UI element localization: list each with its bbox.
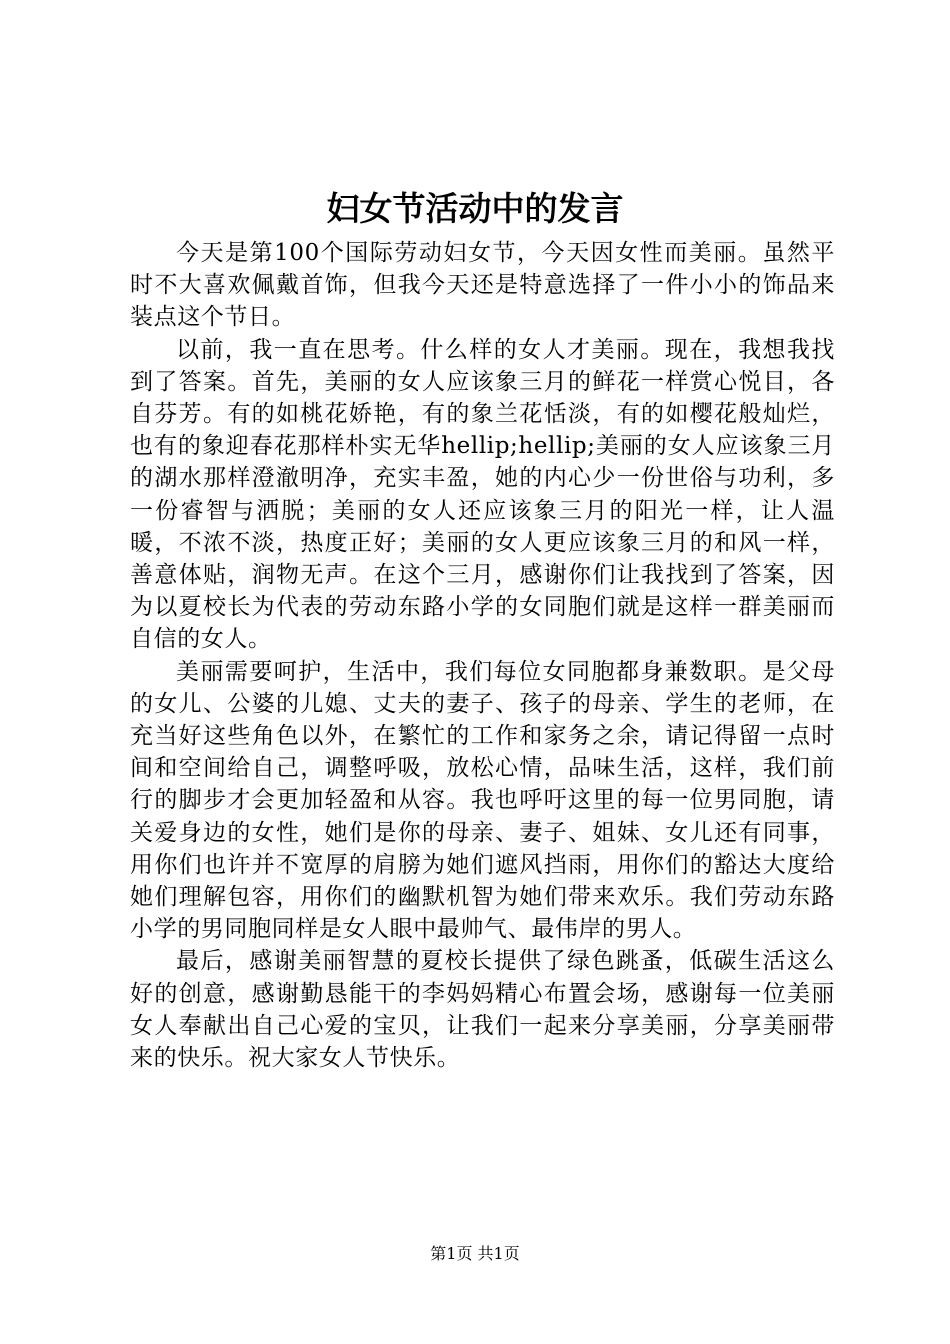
document-body	[130, 237, 835, 1074]
paragraph-4: 最后，感谢美丽智慧的夏校长提供了绿色跳蚤，低碳生活这么好的创意，感谢勤恳能干的李妈妈精心布置会场，感谢每一位美丽女人奉献出自己心爱的宝贝，让我们一起来分享美丽，分享美丽带来的快乐。祝大家女人节快乐。	[130, 948, 835, 1072]
document-title: 妇女节活动中的发言	[326, 189, 624, 228]
paragraph-1: 今天是第100个国际劳动妇女节，今天因女性而美丽。虽然平时不大喜欢佩戴首饰，但我今天还是特意选择了一件小小的饰品来装点这个节日。	[130, 240, 835, 331]
paragraph-3: 美丽需要呵护，生活中，我们每位女同胞都身兼数职。是父母的女儿、公婆的儿媳、丈夫的妻子、孩子的母亲、学生的老师，在充当好这些角色以外，在繁忙的工作和家务之余，请记得留一点时间和空间给自己，调整呼吸，放松心情，品味生活，这样，我们前行的脚步才会更加轻盈和从容。我也呼吁这里的每一位男同胞，请关爱身边的女性，她们是你的母亲、妻子、姐妹、女儿还有同事，用你们也许并不宽厚的肩膀为她们遮风挡雨，用你们的豁达大度给她们理解包容，用你们的幽默机智为她们带来欢乐。我们劳动东路小学的男同胞同样是女人眼中最帅气、最伟岸的男人。	[130, 658, 835, 943]
paragraph-2: 以前，我一直在思考。什么样的女人才美丽。现在，我想我找到了答案。首先，美丽的女人应该象三月的鲜花一样赏心悦目，各自芬芳。有的如桃花娇艳，有的象兰花恬淡，有的如樱花般灿烂，也有的象迎春花那样朴实无华hellip;hellip;美丽的女人应该象三月的湖水那样澄澈明净，充实丰盈，她的内心少一份世俗与功利，多一份睿智与洒脱；美丽的女人还应该象三月的阳光一样，让人温暖，不浓不淡，热度正好；美丽的女人更应该象三月的和风一样，善意体贴，润物无声。在这个三月，感谢你们让我找到了答案，因为以夏校长为代表的劳动东路小学的女同胞们就是这样一群美丽而自信的女人。	[130, 336, 835, 653]
page-number-footer: 第1页 共1页	[430, 1244, 520, 1263]
